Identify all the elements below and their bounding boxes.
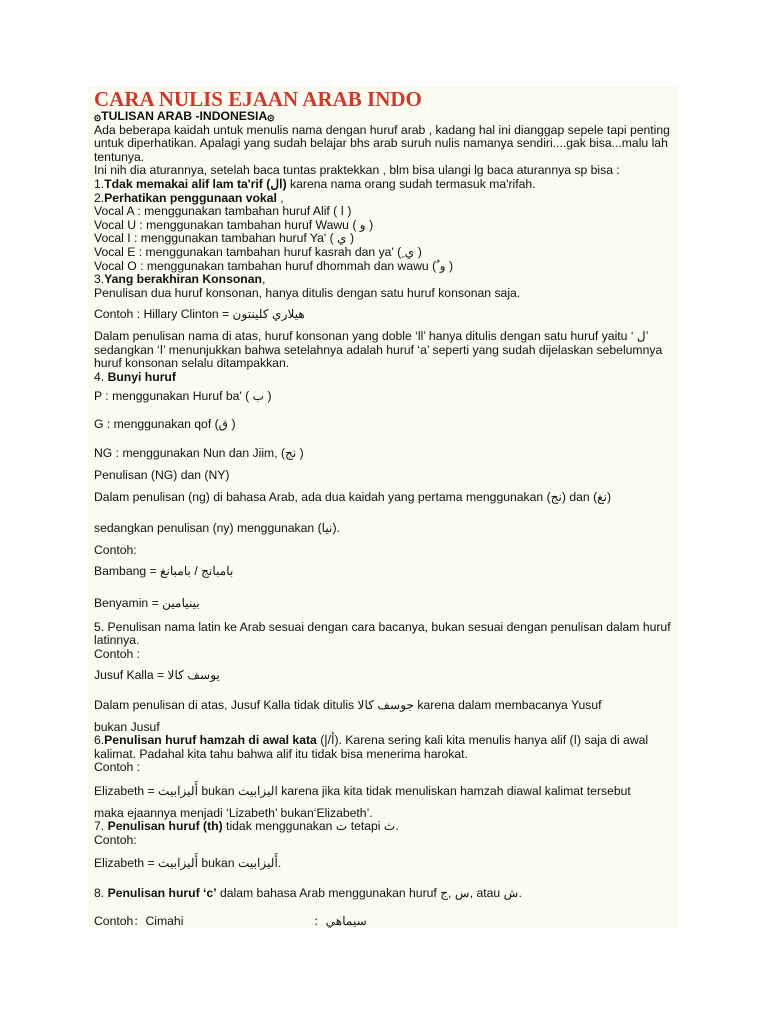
rule-6-paragraph: maka ejaannya menjadi ‘Lizabeth’ bukan‘Elizabeth’. xyxy=(94,805,373,820)
rule-4-contoh: Contoh: xyxy=(94,542,137,557)
vocal-a: Vocal A : menggunakan tambahan huruf Alif ( ا ) xyxy=(94,204,352,219)
document-content xyxy=(94,88,678,928)
rule-number: 7. xyxy=(94,819,108,834)
rule-heading: Penulisan huruf ‘c’ xyxy=(107,885,217,900)
vocal-u: Vocal U : menggunakan tambahan huruf Wawu ( و ) xyxy=(94,217,374,232)
rule-number: 6. xyxy=(94,733,105,748)
rule-8-example xyxy=(94,915,678,929)
rule-4-paragraph-1: Dalam penulisan (ng) di bahasa Arab, ada dua kaidah yang pertama menggunakan (نج) dan (نغ) xyxy=(94,489,612,504)
rule-5-paragraph-2: bukan Jusuf xyxy=(94,719,160,734)
rule-4-g: G : menggunakan qof (ق ) xyxy=(94,416,236,431)
rule-6-example: Elizabeth = أَليزابيث bukan اليزابيث karena jika kita tidak menuliskan hamzah diawal kalimat tersebut xyxy=(94,783,631,798)
rule-5-paragraph-1: Dalam penulisan di atas, Jusuf Kalla tidak ditulis جوسف كالا karena dalam membacanya Yusuf xyxy=(94,698,602,712)
rule-text: (أ/إ). Karena sering kali kita menulis hanya alif (ا) saja di awal kalimat. Padahal kita tahu bahwa alif itu tidak bisa menerima harokat. xyxy=(94,733,649,761)
rule-4-ng: NG : menggunakan Nun dan Jiim, (نج ) xyxy=(94,446,304,461)
rule-heading: Penulisan huruf hamzah di awal kata xyxy=(104,733,317,748)
vocal-i: Vocal I : menggunakan tambahan huruf Ya' ( ي ) xyxy=(94,231,355,246)
example-label: Contoh：Cimahi xyxy=(94,913,184,928)
rule-text: , xyxy=(261,272,266,287)
rule-text: dalam bahasa Arab menggunakan huruf س ,ج, atau ش. xyxy=(216,885,522,900)
subtitle: ۞TULISAN ARAB -INDONESIA۞ xyxy=(94,109,275,123)
intro-paragraph: Ada beberapa kaidah untuk menulis nama dengan huruf arab , kadang hal ini dianggap sepele tapi penting untuk diperhatikan. Apalagi yang sudah belajar bhs arab suruh nulis namanya sendiri....gak bisa...malu lah tentunya. xyxy=(94,122,670,164)
rule-4-ng-ny: Penulisan (NG) dan (NY) xyxy=(94,468,230,483)
rule-4-paragraph-2: sedangkan penulisan (ny) menggunakan (نيا). xyxy=(94,521,340,536)
rule-text: tidak menggunakan ت tetapi ث. xyxy=(222,819,399,834)
rule-2 xyxy=(94,192,678,206)
rule-number: 8. xyxy=(94,885,108,900)
rule-6-contoh: Contoh : xyxy=(94,760,141,775)
rule-1 xyxy=(94,178,678,192)
rule-heading: Tdak memakai alif lam ta'rif (ال) xyxy=(104,176,287,191)
rule-4 xyxy=(94,371,678,385)
rule-text: , xyxy=(276,190,284,205)
intro-paragraph-2: Ini nih dia aturannya, setelah baca tuntas praktekkan , blm bisa ulangi lg baca aturannya sp bisa : xyxy=(94,163,620,178)
rule-3-example: Contoh : Hillary Clinton = هيلاري كلينتون xyxy=(94,307,305,322)
rule-8 xyxy=(94,887,678,901)
page-title: CARA NULIS EJAAN ARAB INDO xyxy=(94,87,422,111)
rule-4-p: P : menggunakan Huruf ba' ( ب ) xyxy=(94,389,272,404)
rule-7-contoh: Contoh: xyxy=(94,832,137,847)
rule-7 xyxy=(94,820,678,834)
rule-6 xyxy=(94,734,678,761)
rule-4-bambang: Bambang = بامبانج / بامبانغ xyxy=(94,564,234,579)
rule-heading: Perhatikan penggunaan vokal xyxy=(104,190,277,205)
rule-7-example: Elizabeth = أَليزابيث bukan أَليزابيت. xyxy=(94,856,282,871)
rule-3-paragraph: Dalam penulisan nama di atas, huruf konsonan yang doble ‘ll’ hanya ditulis dengan satu huruf yaitu ‘ ل’ sedangkan ‘ا’ menunjukkan bahwa setelahnya adalah huruf ‘a’ seperti yang sudah dijelaskan sebelumnya huruf konsonan selalu ditampakkan. xyxy=(94,328,663,371)
rule-5-contoh: Contoh : xyxy=(94,646,141,661)
rule-text: karena nama orang sudah termasuk ma'rifah. xyxy=(286,176,536,191)
rule-number: 2. xyxy=(94,190,105,205)
rule-heading: Bunyi huruf xyxy=(107,369,176,384)
rule-4-benyamin: Benyamin = بينيامين xyxy=(94,596,200,611)
example-value: ：سيماهي xyxy=(313,913,367,928)
rule-3 xyxy=(94,273,678,287)
rule-3-text: Penulisan dua huruf konsonan, hanya ditulis dengan satu huruf konsonan saja. xyxy=(94,285,521,300)
rule-heading: Penulisan huruf (th) xyxy=(107,819,223,834)
rule-number: 1. xyxy=(94,176,105,191)
vocal-o: Vocal O : menggunakan tambahan huruf dhommah dan wawu ( ُو ) xyxy=(94,258,454,273)
vocal-e: Vocal E : menggunakan tambahan huruf kasrah dan ya' ( ِي ) xyxy=(94,244,422,259)
rule-number: 3. xyxy=(94,272,105,287)
rule-heading: Yang berakhiran Konsonan xyxy=(104,272,262,287)
rule-5-example: Jusuf Kalla = يوسف كالا xyxy=(94,668,220,683)
rule-number: 4. xyxy=(94,369,108,384)
rule-5: 5. Penulisan nama latin ke Arab sesuai dengan cara bacanya, bukan sesuai dengan penulisan dalam huruf latinnya. xyxy=(94,619,671,648)
